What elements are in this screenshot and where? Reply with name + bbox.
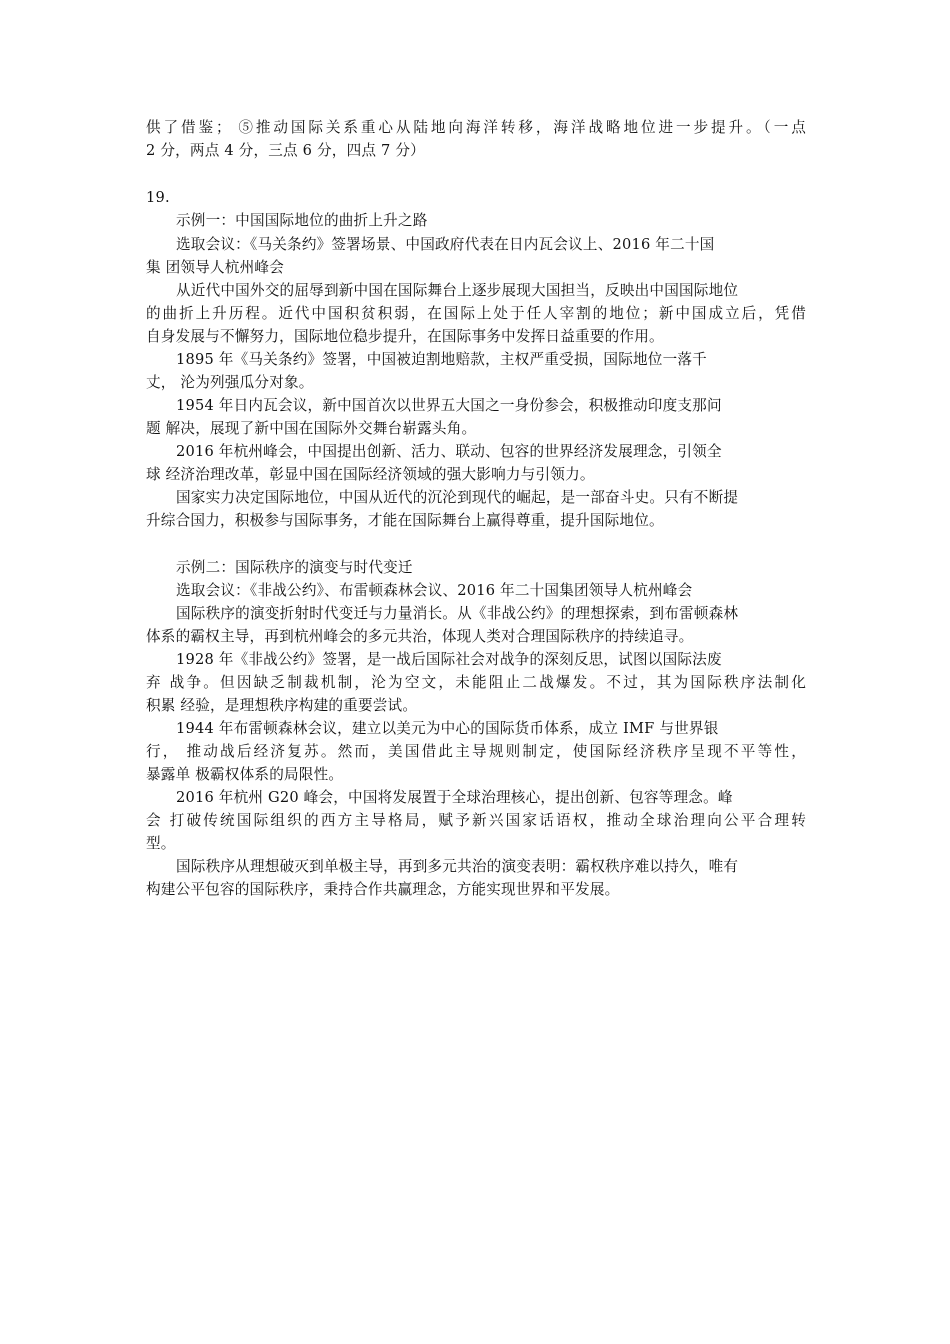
text-line: 选取会议：《马关条约》签署场景、中国政府代表在日内瓦会议上、2016 年二十国: [176, 236, 715, 253]
text-line: 1954 年日内瓦会议，新中国首次以世界五大国之一身份参会，积极推动印度支那问: [176, 397, 722, 414]
text-line: 选取会议：《非战公约》、布雷顿森林会议、2016 年二十国集团领导人杭州峰会: [176, 582, 693, 599]
text-line: 国家实力决定国际地位，中国从近代的沉沦到现代的崛起，是一部奋斗史。只有不断提: [176, 489, 739, 506]
text-line: 国际秩序的演变折射时代变迁与力量消长。从《非战公约》的理想探索，到布雷顿森林: [176, 605, 739, 622]
text-line: 体系的霸权主导，再到杭州峰会的多元共治，体现人类对合理国际秩序的持续追寻。: [146, 628, 694, 645]
text-line: 从近代中国外交的屈辱到新中国在国际舞台上逐步展现大国担当，反映出中国国际地位: [176, 282, 739, 299]
example-heading: 示例一：中国国际地位的曲折上升之路: [176, 212, 428, 229]
text-line: 暴露单 极霸权体系的局限性。: [146, 766, 344, 783]
text-line: 的曲折上升历程。近代中国积贫积弱，在国际上处于任人宰割的地位；新中国成立后，凭借: [146, 305, 806, 322]
text-line: 集 团领导人杭州峰会: [146, 259, 284, 276]
text-line: 自身发展与不懈努力，国际地位稳步提升，在国际事务中发挥日益重要的作用。: [146, 328, 664, 345]
text-line: 球 经济治理改革，彰显中国在国际经济领域的强大影响力与引领力。: [146, 466, 595, 483]
question-number: 19.: [146, 189, 170, 206]
example-heading: 示例二：国际秩序的演变与时代变迁: [176, 559, 413, 576]
text-line: 升综合国力，积极参与国际事务，才能在国际舞台上赢得尊重，提升国际地位。: [146, 512, 664, 529]
text-line: 构建公平包容的国际秩序，秉持合作共赢理念，方能实现世界和平发展。: [146, 881, 620, 898]
text-line: 1944 年布雷顿森林会议，建立以美元为中心的国际货币体系，成立 IMF 与世界银: [176, 720, 719, 737]
text-line: 行， 推动战后经济复苏。然而，美国借此主导规则制定，使国际经济秩序呈现不平等性，: [146, 743, 806, 760]
text-line: 丈， 沦为列强瓜分对象。: [146, 374, 314, 391]
text-line: 国际秩序从理想破灭到单极主导，再到多元共治的演变表明：霸权秩序难以持久，唯有: [176, 858, 739, 875]
text-line: 1895 年《马关条约》签署，中国被迫割地赔款，主权严重受损，国际地位一落千: [176, 351, 707, 368]
text-line: 供了借鉴； ⑤推动国际关系重心从陆地向海洋转移，海洋战略地位进一步提升。（一点: [146, 119, 806, 136]
text-line: 积累 经验，是理想秩序构建的重要尝试。: [146, 697, 418, 714]
text-line: 2016 年杭州峰会，中国提出创新、活力、联动、包容的世界经济发展理念，引领全: [176, 443, 722, 460]
text-line: 1928 年《非战公约》签署，是一战后国际社会对战争的深刻反思，试图以国际法废: [176, 651, 722, 668]
text-line: 2 分，两点 4 分，三点 6 分，四点 7 分）: [146, 142, 425, 159]
text-line: 会 打破传统国际组织的西方主导格局，赋予新兴国家话语权，推动全球治理向公平合理转: [146, 812, 806, 829]
text-line: 型。: [146, 835, 176, 852]
text-line: 2016 年杭州 G20 峰会，中国将发展置于全球治理核心，提出创新、包容等理念。峰: [176, 789, 733, 806]
text-line: 题 解决，展现了新中国在国际外交舞台崭露头角。: [146, 420, 477, 437]
text-line: 弃 战争。但因缺乏制裁机制，沦为空文，未能阻止二战爆发。不过，其为国际秩序法制化: [146, 674, 806, 691]
